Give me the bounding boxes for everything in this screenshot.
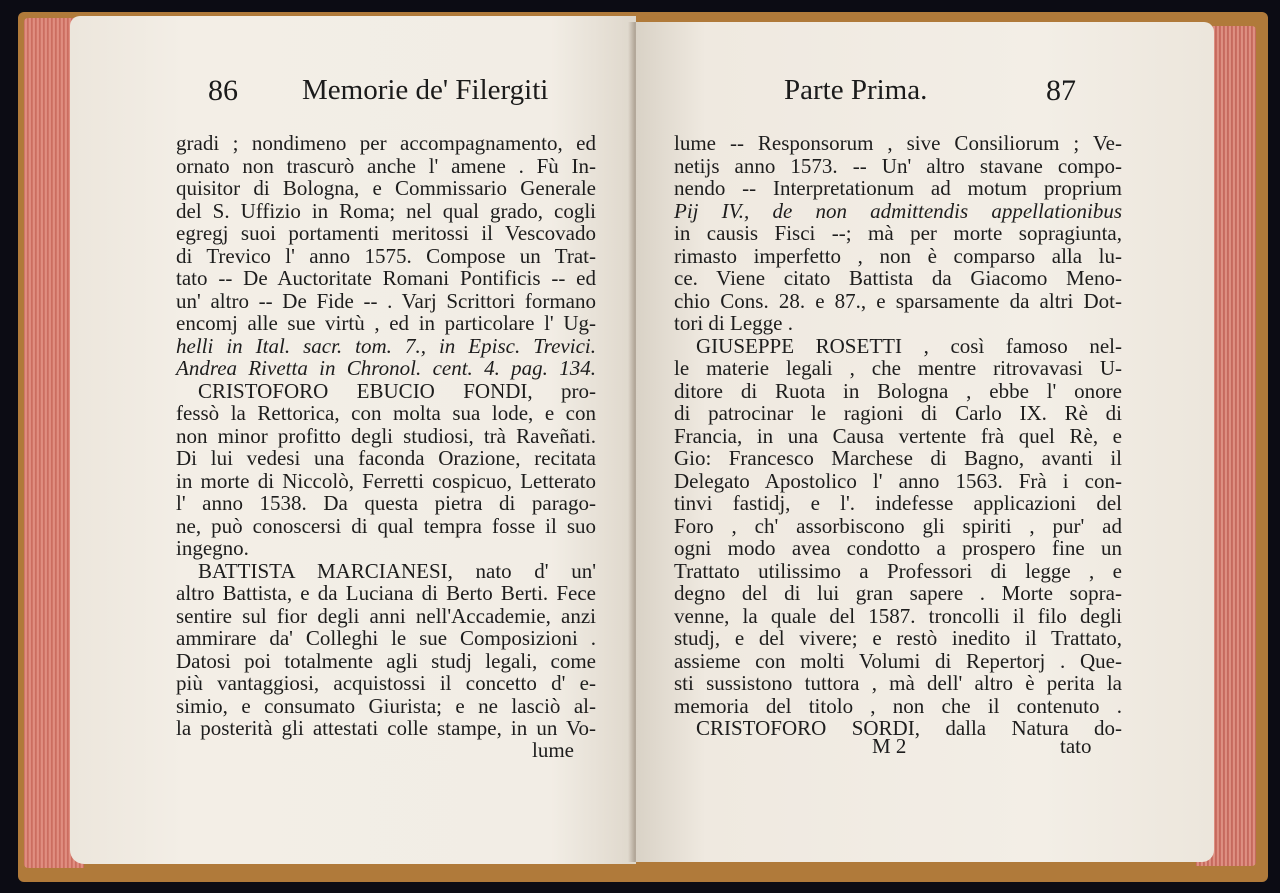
text-line: helli in Ital. sacr. tom. 7., in Episc. Trevici. [176,333,596,358]
text-line: studj, e del vivere; e restò inedito il Trattato, [674,626,1122,650]
text-line: ne, può conoscersi di qual tempra fosse il suo [176,513,596,538]
text-line: ingegno. [176,536,249,560]
text-line: la posterità gli attestati colle stampe, in un Vo- [176,716,596,740]
text-line: CRISTOFORO EBUCIO FONDI, pro- [198,378,596,403]
text-line: tori di Legge . [674,311,793,335]
text-line: Andrea Rivetta in Chronol. cent. 4. pag. 134. [176,356,596,380]
text-line: più vantaggiosi, acquistossi il concetto d' e- [176,671,596,695]
left-page-number: 86 [208,74,238,107]
text-line: venne, la quale del 1587. troncolli il filo degli [674,603,1122,628]
text-line: ce. Viene citato Battista da Giacomo Meno- [674,266,1122,290]
text-line: tinvi fastidj, e l'. indefesse applicazioni del [674,491,1122,515]
left-page [70,16,636,864]
text-line: nendo -- Interpretationum ad motum proprium [674,176,1122,200]
text-line: ammirare da' Colleghi le sue Composizioni . [176,626,596,650]
right-running-head: Parte Prima. [784,74,928,106]
right-page [636,22,1214,862]
text-line: gradi ; nondimeno per accompagnamento, ed [176,131,596,155]
text-line: CRISTOFORO SORDI, dalla Natura do- [696,716,1122,740]
text-line: Trattato utilissimo a Professori di legge , e [674,558,1122,583]
right-catchword: tato [1060,734,1092,758]
text-line: altro Battista, e da Luciana di Berto Berti. Fece [176,581,596,605]
text-line: Gio: Francesco Marchese di Bagno, avanti il [674,446,1122,470]
text-line: Di lui vedesi una faconda Orazione, recitata [176,446,596,470]
text-line: sti sussistono tuttora , mà dell' altro è perita la [674,671,1122,695]
text-line: netijs anno 1573. -- Un' altro stavane compo- [674,153,1122,178]
left-text-block [176,132,596,740]
text-line: lume -- Responsorum , sive Consiliorum ; Ve- [674,131,1122,155]
right-text-block [674,132,1122,740]
text-line: di Trevico l' anno 1575. Compose un Trat- [176,243,596,268]
text-line: in morte di Niccolò, Ferretti cospicuo, Letterato [176,468,596,493]
text-line: non minor profitto degli studiosi, trà Raveñati. [176,423,596,448]
text-line: Datosi poi totalmente agli studj legali, come [176,648,596,673]
text-line: di patrocinar le ragioni di Carlo IX. Rè di [674,401,1122,425]
text-line: in causis Fisci --; mà per morte sopragiunta, [674,221,1122,245]
text-line: del S. Uffizio in Roma; nel qual grado, cogli [176,198,596,223]
right-signature-mark: M 2 [872,734,907,758]
text-line: Foro , ch' assorbiscono gli spiriti , pur' ad [674,513,1122,538]
text-line: ditore di Ruota in Bologna , ebbe l' onore [674,378,1122,403]
text-line: le materie legali , che mentre ritrovavasi U- [674,356,1122,380]
text-line: chio Cons. 28. e 87., e sparsamente da altri Dot- [674,288,1122,313]
text-line: egregj suoi portamenti meritossi il Vescovado [176,221,596,245]
text-line: Pij IV., de non admittendis appellationibus [674,198,1122,223]
left-running-head: Memorie de' Filergiti [302,74,549,106]
text-line: Delegato Apostolico l' anno 1563. Frà i con- [674,468,1122,493]
text-line: simio, e consumato Giurista; e ne lasciò al- [176,693,596,718]
text-line: un' altro -- De Fide -- . Varj Scrittori formano [176,288,596,313]
text-line: Francia, in una Causa vertente frà quel Rè, e [674,423,1122,448]
text-line: tato -- De Auctoritate Romani Pontificis -- ed [176,266,596,290]
left-catchword: lume [532,738,574,762]
text-line: memoria del titolo , non che il contenuto . [674,693,1122,718]
text-line: GIUSEPPE ROSETTI , così famoso nel- [696,333,1122,358]
text-line: ogni modo avea condotto a prospero fine un [674,536,1122,560]
text-line: BATTISTA MARCIANESI, nato d' un' [198,558,596,583]
text-line: assieme con molti Volumi di Repertorj . Que- [674,648,1122,673]
right-page-number: 87 [1046,74,1076,107]
text-line: l' anno 1538. Da questa pietra di parago- [176,491,596,515]
text-line: ornato non trascurò anche l' amene . Fù In- [176,153,596,178]
text-line: rimasto imperfetto , non è comparso alla lu- [674,243,1122,268]
text-line: quisitor di Bologna, e Commissario Generale [176,176,596,200]
text-line: fessò la Rettorica, con molta sua lode, e con [176,401,596,425]
text-line: encomj alle sue virtù , ed in particolare l' Ug- [176,311,596,335]
text-line: degno del di lui gran sapere . Morte sopra- [674,581,1122,605]
text-line: sentire sul fior degli anni nell'Accademie, anzi [176,603,596,628]
